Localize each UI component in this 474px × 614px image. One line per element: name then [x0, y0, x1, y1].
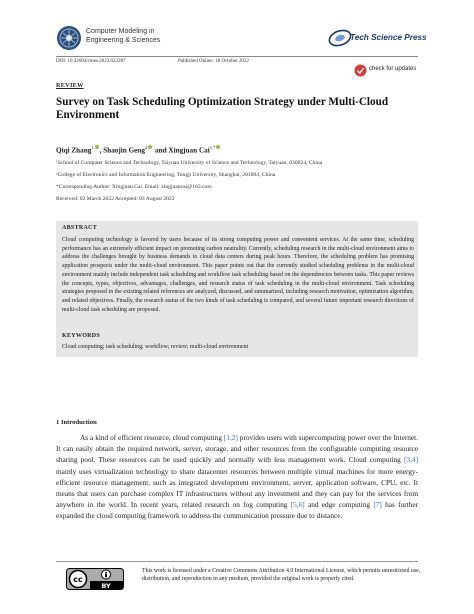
journal-name-line1: Computer Modeling in — [86, 28, 155, 35]
check-for-updates-icon[interactable] — [354, 64, 367, 77]
doi[interactable]: DOI: 10.32604/cmes.2023.022287 — [56, 59, 126, 64]
introduction-paragraph — [56, 432, 418, 522]
published-date: Published Online: 18 October 2022 — [178, 59, 249, 64]
paragraph-text: mainly uses virtualization technology to share datacenter resources between multiple virtual machines for more energy-efficient resource management, such as integrated development environment, server, application software, CPU, etc. It means that users can purchase complex IT infrastructures without any investment and they can pay for the services from anywhere in the world. In recent years, related research on fog computing — [56, 466, 418, 510]
by-mark: BY — [101, 581, 111, 590]
keywords-text: Cloud computing; task scheduling; workflow; review; multi-cloud environment — [62, 344, 249, 350]
author-list — [56, 145, 221, 154]
citation-link[interactable]: [3,4] — [404, 455, 418, 465]
article-type: REVIEW — [56, 82, 84, 89]
citation-link[interactable]: [5,6] — [290, 500, 305, 510]
journal-name-line2: Engineering & Sciences — [86, 37, 161, 44]
publisher-name: Tech Science Press — [350, 33, 427, 42]
orcid-icon[interactable] — [95, 145, 99, 149]
author-name: , Shaojin Geng — [99, 146, 145, 155]
orcid-icon[interactable] — [148, 145, 152, 149]
creative-commons-by-icon[interactable] — [66, 568, 124, 590]
orcid-icon[interactable] — [216, 145, 220, 149]
paragraph-text: provides users with supercomputing power over the Internet. It can easily obtain the required network, server, storage, and other resources from the configurable computing resource sharing pool. These resources can be used quickly and normally with less management work. Cloud computing — [56, 433, 418, 465]
journal-logo-icon — [56, 25, 82, 51]
author-affiliation-mark: 1 — [91, 145, 94, 150]
abstract-text: Cloud computing technology is favored by users because of its strong computing power and convenient services. At the same time, scheduling performance has an extremely efficient impact on promoting carbon neutrality. Currently, scheduling research in the multi-cloud environment aims to address the challenges brought by business demands to cloud data centers during peak hours. Therefore, the scheduling problem has promising application prospects under the multi-cloud environment. This paper points out that the currently studied scheduling problems in the multi-cloud environment mainly include independent task scheduling and workflow task scheduling based on the dependencies between tasks. This paper reviews the concepts, types, objectives, advantages, challenges, and research status of task scheduling in the multi-cloud environment. Task scheduling strategies proposed in the existing related references are analyzed, discussed, and summarized, including research motivation, optimization algorithm, and related objectives. Finally, the research status of the two kinds of task scheduling is compared, and several future important research directions of multi-cloud task scheduling are proposed. — [62, 237, 414, 313]
author-affiliation-mark: 2 — [144, 145, 148, 150]
cc-mark: cc — [73, 575, 83, 584]
affiliation-1: ¹School of Computer Science and Technology, Taiyuan University of Science and Technology, Taiyuan, 030024, China — [56, 160, 323, 166]
section-heading-introduction: 1 Introduction — [56, 419, 97, 426]
header-divider — [56, 56, 418, 57]
journal-name — [86, 27, 196, 45]
received-accepted-dates: Received: 02 March 2022 Accepted: 03 August 2022 — [56, 196, 175, 202]
affiliation-2: ²College of Electronics and Information Engineering, Tongji University, Shanghai, 201804, China — [56, 172, 276, 178]
footer-divider — [56, 561, 418, 562]
article-title: Survey on Task Scheduling Optimization Strategy under Multi-Cloud Environment — [56, 96, 389, 121]
author-affiliation-mark: 1,* — [209, 145, 216, 150]
corresponding-author: *Corresponding Author: Xingjuan Cai. Email: xingjuancai@163.com — [56, 184, 212, 190]
author-name: and Xingjuan Cai — [153, 146, 210, 155]
paragraph-text: and edge computing — [304, 500, 374, 510]
author-name: Qiqi Zhang — [56, 146, 92, 155]
citation-link[interactable]: [1,2] — [223, 433, 238, 442]
abstract-heading: ABSTRACT — [62, 225, 98, 231]
check-for-updates-link[interactable]: check for updates — [369, 66, 417, 72]
paragraph-text: As a kind of efficient resource, cloud computing — [80, 433, 224, 442]
license-text: This work is licensed under a Creative Commons Attribution 4.0 International License, which permits unrestricted use, distribution, and reproduction in any medium, provided the original work is properly cited. — [142, 568, 421, 582]
paragraph-text: has further expanded the cloud computing framework to address the communication pressure due to distance. — [56, 500, 418, 521]
citation-link[interactable]: [7] — [373, 500, 382, 510]
keywords-heading: KEYWORDS — [62, 333, 101, 339]
